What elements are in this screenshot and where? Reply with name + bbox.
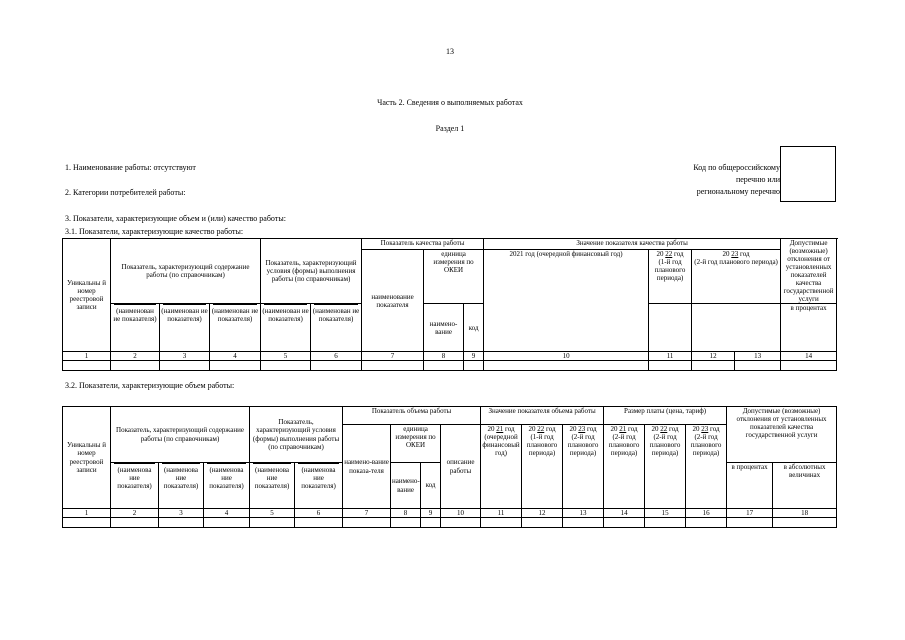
year-2022-header: 20 22 год (1-й год планового периода) (649, 250, 692, 304)
content-name-cell-2: (наименован ие показателя) (160, 304, 210, 352)
quality-table-title: 3.1. Показатели, характеризующие качество работы: (65, 227, 244, 236)
code-label-2: перечню или (735, 175, 780, 184)
volume-year-3: 20 23 год (2-й год планового периода) (563, 425, 604, 509)
quality-value-header: Значение показателя качества работы (484, 239, 781, 250)
unique-number-header: Уникальны й номер реестровой записи (63, 239, 111, 352)
v-content-name-cell-3: (наименова ние показателя) (204, 463, 250, 509)
indicators-heading: 3. Показатели, характеризующие объем и (или) качество работы: (65, 214, 286, 223)
condition-name-cell-1: (наименован ие показателя) (261, 304, 311, 352)
v-condition-name-cell-2: (наименова ние показателя) (295, 463, 343, 509)
v-content-indicator-header: Показатель, характеризующий содержание работы (по справочникам) (111, 407, 250, 463)
column-numbers-row: 1 2 3 4 5 6 7 8 9 10 11 12 13 14 (63, 352, 837, 361)
year-2021-header: 2021 год (очередной финансовый год) (484, 250, 649, 352)
v-unit-code-header: код (421, 463, 441, 509)
v-content-name-cell-1: (наименова ние показателя) (111, 463, 159, 509)
code-label-3: региональному перечню (696, 187, 780, 196)
work-description-header: описание работы (441, 425, 481, 509)
content-indicator-header: Показатель, характеризующий содержание работы (по справочникам) (111, 239, 261, 304)
v-unit-header: единица измерения по ОКЕИ (391, 425, 441, 463)
quality-indicator-name-header: наименование показателя (362, 250, 424, 352)
part-title: Часть 2. Сведения о выполняемых работах (377, 98, 523, 107)
volume-year-2: 20 22 год (1-й год планового периода) (522, 425, 563, 509)
v-condition-name-cell-1: (наименова ние показателя) (250, 463, 295, 509)
volume-indicator-name-header: наимено-вание показа-теля (343, 425, 391, 509)
v-unit-name-header: наимено-вание (391, 463, 421, 509)
content-name-cell-1: (наименован ие показателя) (111, 304, 160, 352)
condition-indicator-header: Показатель, характеризующий условия (формы) выполнения работы (по справочникам) (261, 239, 362, 304)
price-header: Размер платы (цена, тариф) (604, 407, 727, 425)
price-year-2: 20 22 год (2-й год планового периода) (645, 425, 686, 509)
year-2023-header: 20 23 год (2-й год планового периода) (692, 250, 781, 304)
quality-indicator-header: Показатель качества работы (362, 239, 484, 250)
v-content-name-cell-2: (наименова ние показателя) (159, 463, 204, 509)
quality-indicators-table (62, 238, 837, 371)
v-unique-number-header: Уникальны й номер реестровой записи (63, 407, 111, 509)
consumer-categories-line: 2. Категории потребителей работы: (65, 188, 186, 197)
code-label-1: Код по общероссийскому (693, 163, 780, 172)
v-deviation-absolute-header: в абсолютных величинах (773, 463, 837, 509)
deviation-header: Допустимые (возможные) отклонения от установленных показателей качества государственной услуги (781, 239, 837, 304)
table-row[interactable] (63, 361, 837, 371)
page-number: 13 (446, 47, 454, 56)
price-year-1: 20 21 год (2-й год планового периода) (604, 425, 645, 509)
volume-year-1: 20 21 год (очередной финансовый год) (481, 425, 522, 509)
volume-indicator-header: Показатель объема работы (343, 407, 481, 425)
v-deviation-percent-header: в процентах (727, 463, 773, 509)
unit-header: единица измерения по ОКЕИ (424, 250, 484, 304)
v-deviation-header: Допустимые (возможные) отклонения от установленных показателей качества государственной услуги (727, 407, 837, 463)
work-name-line: 1. Наименование работы: отсутствуют (65, 163, 196, 172)
condition-name-cell-2: (наименован ие показателя) (311, 304, 362, 352)
content-name-cell-3: (наименован ие показателя) (210, 304, 261, 352)
unit-code-header: код (464, 304, 484, 352)
section-title: Раздел 1 (435, 124, 465, 133)
table-row[interactable] (63, 518, 837, 528)
volume-indicators-table (62, 406, 837, 528)
v-condition-indicator-header: Показатель, характеризующий условия (формы) выполнения работы (по справочникам) (250, 407, 343, 463)
registry-code-box[interactable] (780, 146, 836, 202)
v-column-numbers-row: 1 2 3 4 5 6 7 8 9 10 11 12 13 14 15 16 17 18 (63, 509, 837, 518)
price-year-3: 20 23 год (2-й год планового периода) (686, 425, 727, 509)
deviation-percent-header: в процентах (781, 304, 837, 352)
volume-value-header: Значение показателя объема работы (481, 407, 604, 425)
unit-name-header: наимено-вание (424, 304, 464, 352)
volume-table-title: 3.2. Показатели, характеризующие объем работы: (65, 381, 235, 390)
